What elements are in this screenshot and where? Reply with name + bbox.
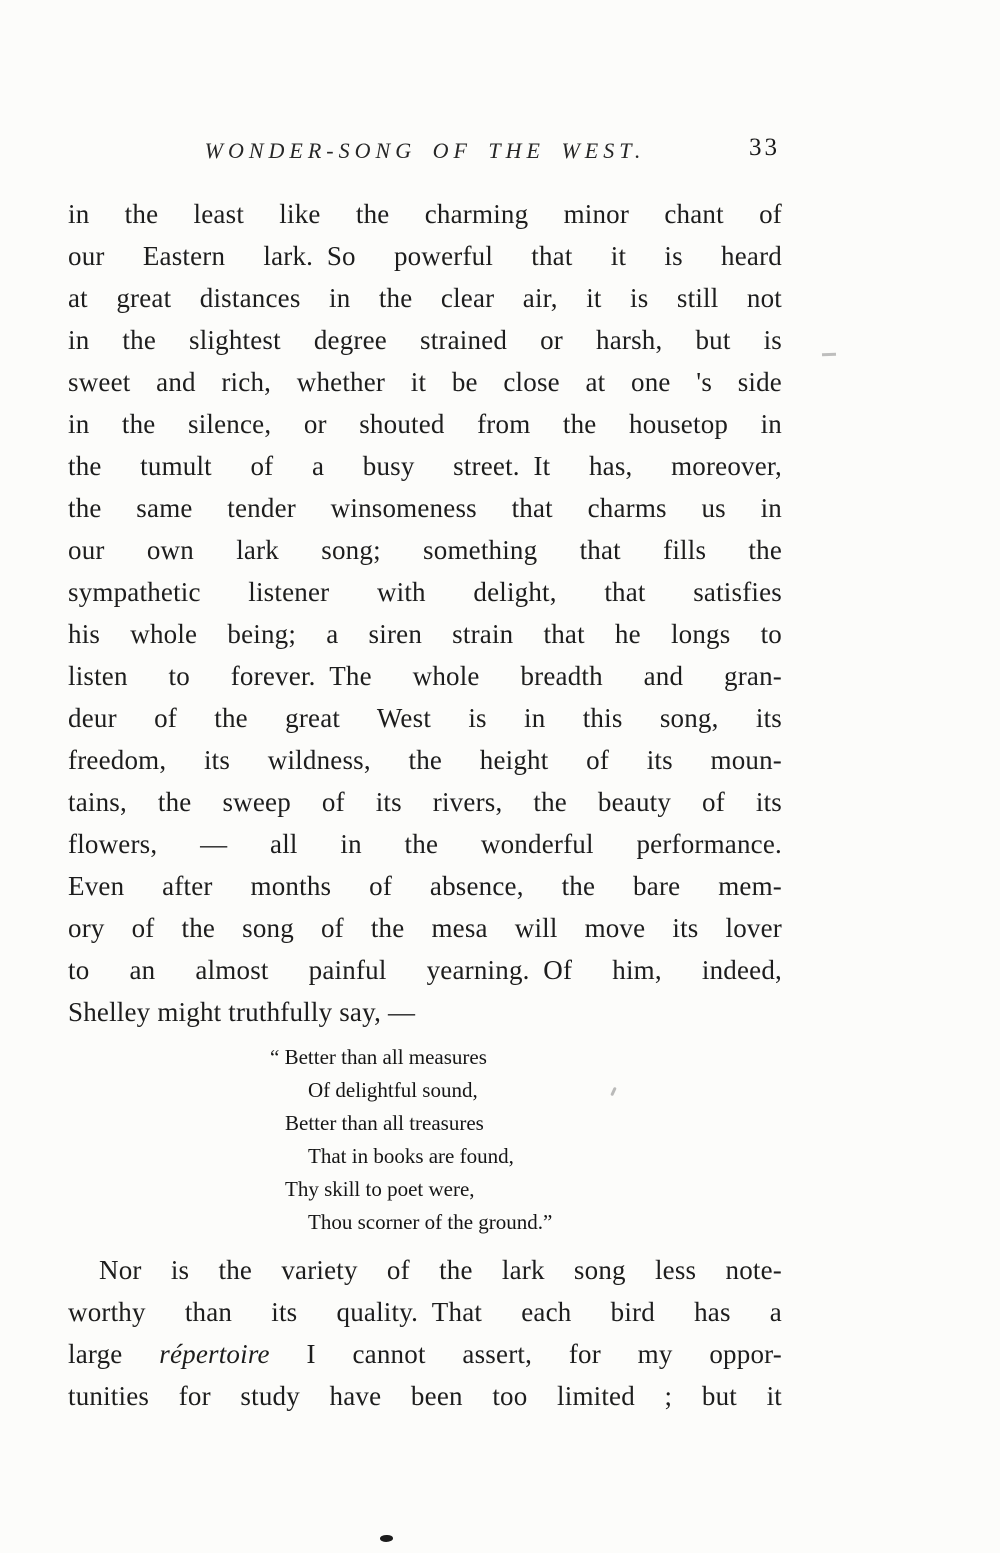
text-line	[68, 235, 782, 277]
text-line	[68, 739, 782, 781]
text-line	[68, 655, 782, 697]
text-segment: deur of the great West is in this song, its	[68, 703, 782, 733]
text-line	[68, 991, 782, 1033]
text-segment: freedom, its wildness, the height of its moun-	[68, 745, 782, 775]
text-segment: worthy than its quality. That each bird has a	[68, 1297, 782, 1327]
text-segment: our own lark song; something that fills the	[68, 535, 782, 565]
verse-line: That in books are found,	[308, 1144, 514, 1168]
text-segment: sweet and rich, whether it be close at one 's side	[68, 367, 782, 397]
text-segment: flowers, — all in the wonderful performance.	[68, 829, 782, 859]
text-segment: to an almost painful yearning. Of him, indeed,	[68, 955, 782, 985]
text-line	[68, 865, 782, 907]
text-line	[68, 1249, 782, 1291]
text-segment: Nor is the variety of the lark song less note-	[99, 1255, 782, 1285]
text-segment: listen to forever. The whole breadth and gran-	[68, 661, 782, 691]
text-line	[68, 781, 782, 823]
scan-artifact-speck	[380, 1535, 393, 1542]
verse-line: Thou scorner of the ground.”	[308, 1210, 553, 1234]
running-title: WONDER-SONG OF THE WEST.	[204, 138, 646, 163]
text-line	[68, 571, 782, 613]
text-segment: tunities for study have been too limited ; but it	[68, 1381, 782, 1411]
text-segment: I cannot assert, for my oppor-	[269, 1339, 782, 1369]
text-line	[68, 529, 782, 571]
paragraph-2	[68, 1249, 782, 1417]
text-segment: in the least like the charming minor chant of	[68, 199, 782, 229]
page-number: 33	[749, 134, 780, 161]
text-segment: tains, the sweep of its rivers, the beauty of its	[68, 787, 782, 817]
text-line	[68, 613, 782, 655]
text-segment: the same tender winsomeness that charms us in	[68, 493, 782, 523]
text-segment: our Eastern lark. So powerful that it is heard	[68, 241, 782, 271]
text-segment: at great distances in the clear air, it is still not	[68, 283, 782, 313]
page-header	[68, 134, 782, 168]
text-segment: sympathetic listener with delight, that satisfies	[68, 577, 782, 607]
text-line	[68, 361, 782, 403]
text-segment: Shelley might truthfully say, —	[68, 997, 416, 1027]
page-body	[68, 193, 782, 1417]
text-line	[68, 1291, 782, 1333]
text-segment: in the slightest degree strained or harsh, but is	[68, 325, 782, 355]
verse-line: Thy skill to poet were,	[285, 1177, 475, 1201]
text-line	[68, 907, 782, 949]
text-segment: in the silence, or shouted from the housetop in	[68, 409, 782, 439]
text-line	[68, 1375, 782, 1417]
text-line	[68, 487, 782, 529]
text-segment: ory of the song of the mesa will move its lover	[68, 913, 782, 943]
verse-line: Better than all treasures	[285, 1111, 484, 1135]
verse-line: “ Better than all measures	[270, 1045, 487, 1069]
text-line	[68, 697, 782, 739]
text-segment: the tumult of a busy street. It has, moreover,	[68, 451, 782, 481]
text-line	[68, 403, 782, 445]
text-line	[68, 823, 782, 865]
text-segment: large	[68, 1339, 160, 1369]
italic-text: répertoire	[159, 1339, 270, 1369]
scan-artifact-dash	[822, 353, 836, 356]
text-line	[68, 319, 782, 361]
text-segment: his whole being; a siren strain that he longs to	[68, 619, 782, 649]
verse-quote	[270, 1041, 782, 1239]
text-line	[68, 277, 782, 319]
paragraph-1	[68, 193, 782, 1033]
verse-line: Of delightful sound,	[308, 1078, 478, 1102]
text-line	[68, 193, 782, 235]
text-segment: Even after months of absence, the bare mem-	[68, 871, 782, 901]
text-line	[68, 1333, 782, 1375]
text-line	[68, 949, 782, 991]
text-line	[68, 445, 782, 487]
